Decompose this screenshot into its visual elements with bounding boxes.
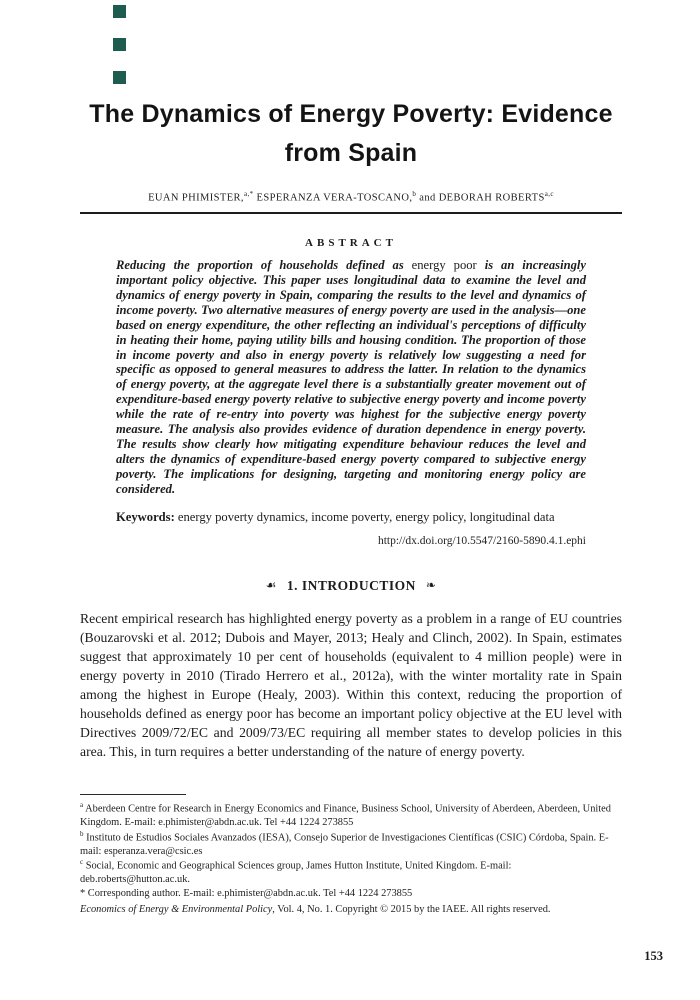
footnote-text: Corresponding author. E-mail: e.phimister@abdn.ac.uk. Tel +44 1224 273855 [85,887,413,899]
article-title [80,95,622,173]
journal-title: Economics of Energy & Environmental Policy [80,904,273,916]
title-line-1: The Dynamics of Energy Poverty: Evidence [89,100,613,128]
footnotes-block [80,801,622,900]
footnote-text: Aberdeen Centre for Research in Energy Economics and Finance, Business School, University of Aberdeen, Aberdeen, United Kingdom. E-mail: e.phimister@abdn.ac.uk. Tel +44 1224 273855 [80,803,611,829]
fleuron-right-icon: ❧ [425,577,437,592]
footnote-marker: b [80,829,84,838]
footnote-marker: c [80,858,84,867]
author-affiliation-sup: a,* [243,189,254,198]
footnote-corresponding-author [80,887,622,901]
abstract-text [116,258,586,497]
section-heading-introduction [80,578,622,594]
fleuron-left-icon: ☙ [265,577,277,592]
keywords-text: energy poverty dynamics, income poverty, energy policy, longitudinal data [174,509,555,524]
author-name: and DEBORAH ROBERTS [416,192,545,203]
abstract-part-2: is an increasingly important policy objective. This paper uses longitudinal data to examine the level and dynamics of energy poverty in Spain, comparing the results to the level and dynamics of income poverty. Two alternative measures of energy poverty are used in the analysis—one based on energy expenditure, the other reflecting an individual's perceptions of difficulty in heating their home, paying utility bills and housing condition. The proportion of those in income poverty and also in energy poverty is relatively low suggesting a need for specific as opposed to general measures to address the latter. In relation to the dynamics of energy poverty, at the aggregate level there is a substantially greater movement out of expenditure-based energy poverty relative to subjective energy poverty and income poverty while the rate of re-entry into poverty was highest for the subjective energy poverty measure. The analysis also provides evidence of duration dependence in energy poverty. The results show clearly how mitigating expenditure behaviour reduces the level and alters the dynamics of expenditure-based energy poverty compared to subjective energy poverty. The implications for designing, targeting and monitoring energy policy are considered. [116,258,586,496]
header-divider [80,212,622,214]
footnote-b [80,830,622,859]
author-line [80,190,622,204]
footnote-a [80,801,622,830]
section-title: 1. INTRODUCTION [286,577,416,593]
journal-citation [80,904,622,915]
footnote-marker: a [80,801,84,810]
footnote-text: Instituto de Estudios Sociales Avanzados (IESA), Consejo Superior de Investigaciones Científicas (CSIC) Córdoba, Spain. E-mail: esperanza.vera@csic.es [80,832,609,857]
title-line-2: from Spain [284,138,418,167]
introduction-paragraph: Recent empirical research has highlighted energy poverty as a problem in a range of EU countries (Bouzarovski et al. 2012; Dubois and Mayer, 2013; Healy and Clinch, 2002). In Spain, estimates suggest that approximately 10 per cent of households (equivalent to 4 million people) were in energy poverty in 2010 (Tirado Herrero et al., 2012a), with the winter mortality rate in Spain among the highest in Europe (Healy, 2003). Within this context, reducing the proportion of households defined as energy poor has become an important policy objective at the EU level with Directives 2009/72/EC and 2009/73/EC requiring all member states to develop policies in this area. This, in turn requires a better understanding of the nature of energy poverty. [80,610,622,760]
footnote-divider [80,794,186,795]
footnote-c [80,858,622,887]
author-name: EUAN PHIMISTER, [148,192,244,203]
abstract-emphasis-term: energy poor [411,258,477,272]
abstract-heading: ABSTRACT [305,237,397,249]
author-affiliation-sup: a,c [544,189,554,198]
keywords-label: Keywords: [116,509,175,524]
abstract-part-1: Reducing the proportion of households defined as [116,258,412,272]
journal-citation-rest: , Vol. 4, No. 1. Copyright © 2015 by the IAEE. All rights reserved. [272,904,551,916]
doi-link: http://dx.doi.org/10.5547/2160-5890.4.1.ephi [377,534,586,547]
footnote-text: Social, Economic and Geographical Sciences group, James Hutton Institute, United Kingdom. E-mail: deb.roberts@hutton.ac.uk. [80,860,512,886]
page-number: 153 [644,949,663,963]
author-name: ESPERANZA VERA-TOSCANO, [253,192,413,203]
footnote-marker: * [80,887,86,899]
author-affiliation-sup: b [412,189,417,198]
keywords-block [116,510,586,525]
article-content [80,0,622,915]
